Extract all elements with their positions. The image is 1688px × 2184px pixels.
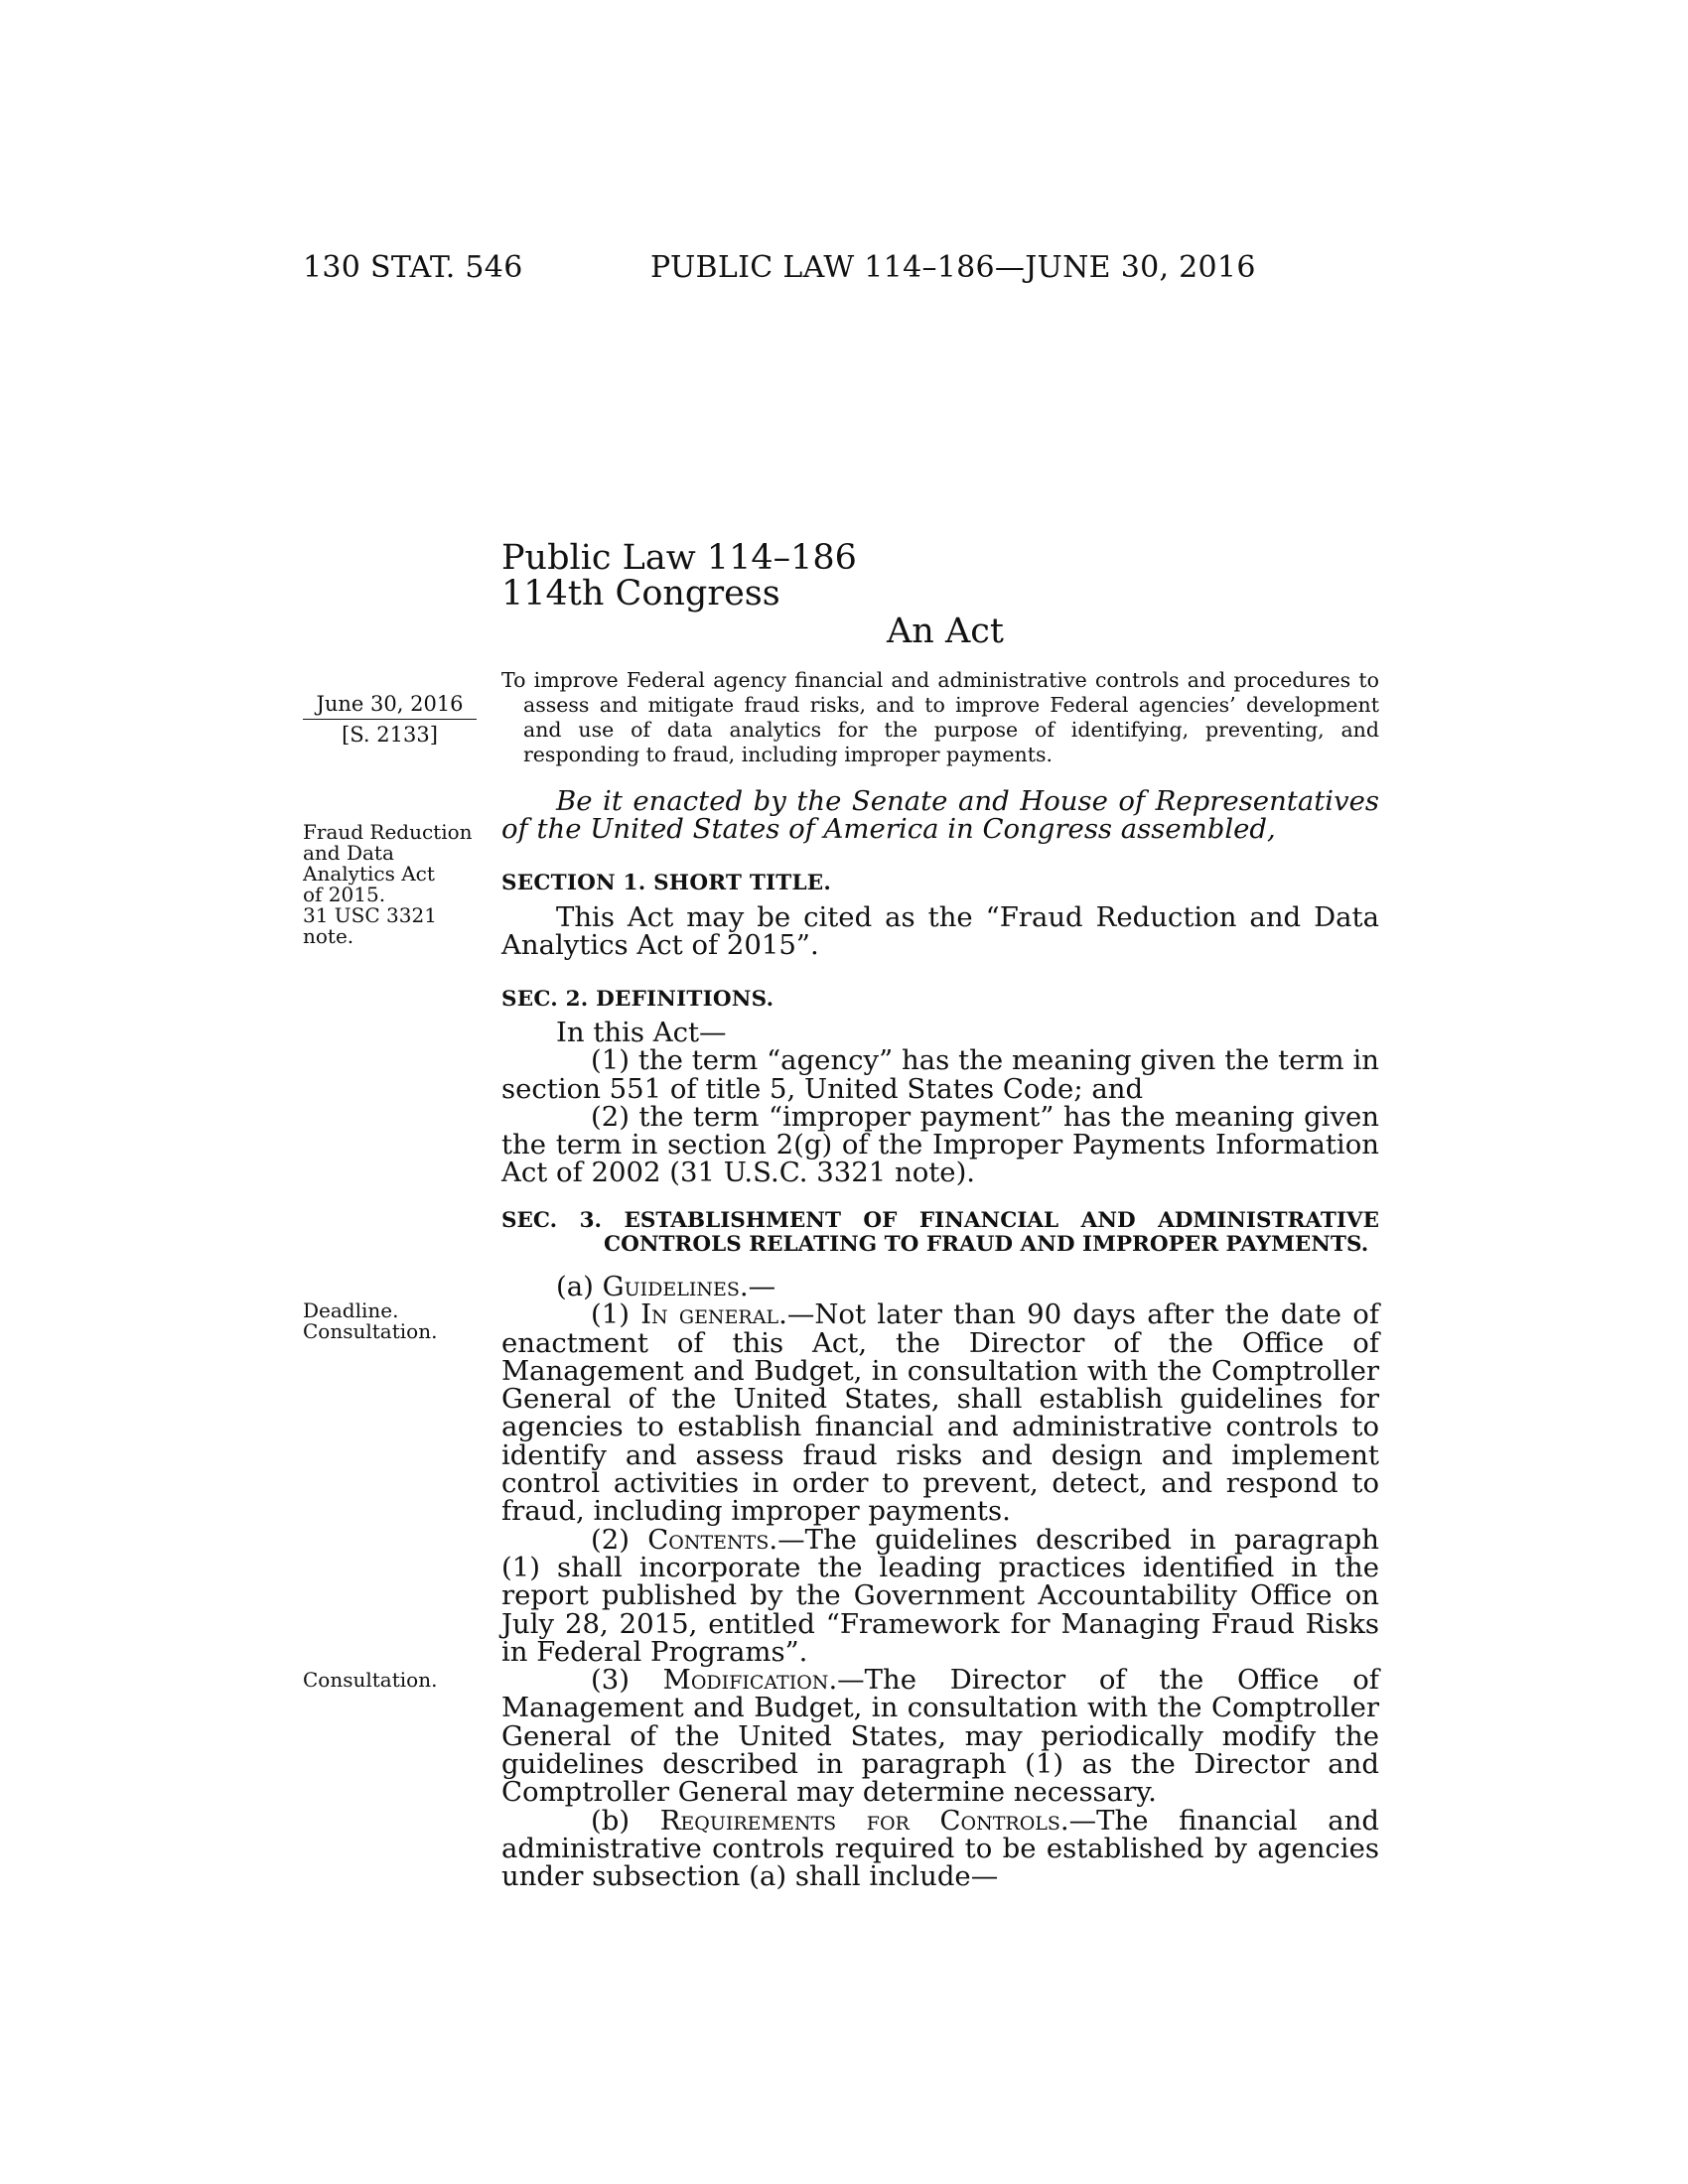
margin-note-line: of 2015. (303, 883, 386, 906)
section-2-body (501, 1019, 1379, 1187)
section-2-lead: In this Act— (556, 1017, 727, 1048)
margin-note-line: Deadline. (303, 1298, 399, 1322)
margin-note-line: and Data (303, 841, 394, 865)
bill-number: [S. 2133] (342, 723, 438, 747)
paragraph-2-text: .—The guidelines described in paragraph (1) shall incorporate the leading practices identified in the report published by the Government Accountability Office on July 28, 2015, entitled “Framework for Managing Fraud Risks in Federal Programs”. (501, 1523, 1379, 1668)
section-3-body (501, 1273, 1379, 1891)
margin-note-consultation: Consultation. (303, 1668, 438, 1692)
stat-page-reference: 130 STAT. 546 (303, 250, 523, 285)
subsection-b-number: (b) (591, 1804, 631, 1837)
subsection-b-heading: Requirements for Controls (659, 1804, 1060, 1837)
section-2-heading: SEC. 2. DEFINITIONS. (501, 987, 774, 1012)
margin-note-deadline (303, 1300, 482, 1342)
paragraph-2-number: (2) (591, 1523, 630, 1556)
section-1-heading: SECTION 1. SHORT TITLE. (501, 871, 832, 895)
paragraph-3 (501, 1664, 1379, 1809)
enactment-date: June 30, 2016 (303, 691, 477, 720)
congress-label: 114th Congress (501, 574, 780, 614)
subsection-a-heading (501, 1273, 1379, 1300)
an-act-heading: An Act (887, 612, 1004, 651)
margin-note-line: Consultation. (303, 1319, 438, 1343)
section-3-heading: SEC. 3. ESTABLISHMENT OF FINANCIAL AND ADMINISTRATIVE CONTROLS RELATING TO FRAUD AND IMPROPER PAYMENTS. (501, 1208, 1379, 1257)
paragraph-3-heading: Modification (662, 1664, 829, 1697)
definition-item: (2) the term “improper payment” has the meaning given the term in section 2(g) of the Improper Payments Information Act of 2002 (31 U.S.C. 3321 note). (501, 1100, 1379, 1189)
running-head-title: PUBLIC LAW 114–186—JUNE 30, 2016 (650, 250, 1256, 285)
margin-note-line: Analytics Act (303, 862, 435, 886)
subsection-a-number: (a) (556, 1271, 594, 1302)
margin-note-short-title (303, 822, 482, 947)
paragraph-3-number: (3) (591, 1664, 630, 1697)
paragraph-1-text: .—Not later than 90 days after the date of enactment of this Act, the Director of the Office of Management and Budget, in consultation with the Comptroller General of the United States, shall establish guidelines for agencies to establish financial and administrative controls to identify and assess fraud risks and design and implement control activities in order to prevent, detect, and respond to fraud, including improper payments. (501, 1298, 1379, 1528)
paragraph-1 (501, 1298, 1379, 1528)
paragraph-2-heading: Contents (647, 1523, 770, 1556)
public-law-title: Public Law 114–186 (501, 538, 857, 578)
enacting-clause: Be it enacted by the Senate and House of Representatives of the United States of America in Congress assembled, (501, 785, 1379, 846)
subsection-b (501, 1804, 1379, 1893)
margin-note-line: note. (303, 924, 354, 948)
section-1-text: This Act may be cited as the “Fraud Reduction and Data Analytics Act of 2015”. (501, 901, 1379, 962)
definition-item: (1) the term “agency” has the meaning given the term in section 551 of title 5, United States Code; and (501, 1044, 1379, 1105)
margin-note-line: Fraud Reduction (303, 820, 473, 844)
paragraph-3-text: .—The Director of the Office of Management and Budget, in consultation with the Comptroller General of the United States, may periodically modify the guidelines described in paragraph (1) as the Director and Comptroller General may determine necessary. (501, 1664, 1379, 1809)
subsection-a-dash: — (748, 1271, 776, 1302)
margin-note-line: 31 USC 3321 (303, 903, 437, 927)
subsection-b-text: .—The financial and administrative controls required to be established by agencies under subsection (a) shall include— (501, 1804, 1379, 1893)
paragraph-2 (501, 1523, 1379, 1668)
paragraph-1-heading: In general (640, 1298, 779, 1331)
paragraph-1-number: (1) (591, 1298, 630, 1331)
act-purpose: To improve Federal agency financial and administrative controls and procedures to assess and mitigate fraud risks, and to improve Federal agencies’ development and use of data analytics for the purpose of identifying, preventing, and responding to fraud, including improper payments. (501, 668, 1379, 766)
subsection-a-title: Guidelines. (602, 1271, 749, 1302)
enactment-date-box (303, 691, 477, 748)
